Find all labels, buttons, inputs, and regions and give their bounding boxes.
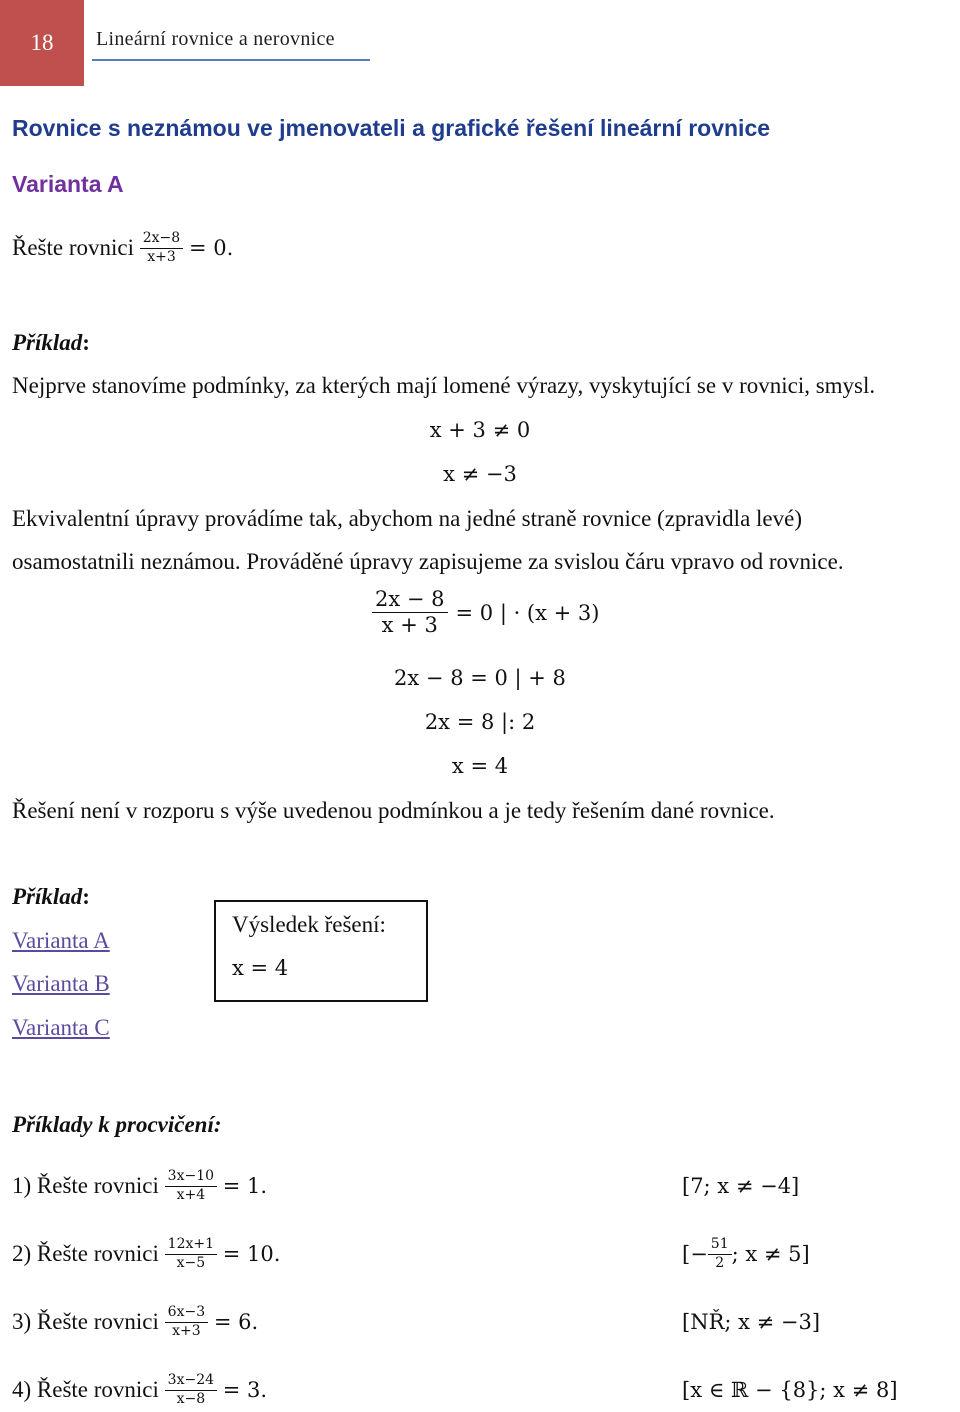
exercise-3-answer: [NŘ; x ≠ −3] <box>682 1310 821 1334</box>
step-1-denominator: x + 3 <box>381 613 438 638</box>
page-number-box <box>0 0 84 86</box>
exercise-2-answer <box>682 1232 810 1276</box>
header-title: Lineární rovnice a nerovnice <box>96 28 335 50</box>
exercise-2-denominator: x−5 <box>176 1254 206 1271</box>
exercise-1-suffix: = 1. <box>222 1174 268 1198</box>
exercise-1-denominator: x+4 <box>176 1186 206 1203</box>
exercise-2-numerator: 12x+1 <box>165 1237 217 1254</box>
exercise-3 <box>12 1300 258 1344</box>
header-underline <box>92 59 370 61</box>
exercise-4-denominator: x−8 <box>176 1390 206 1407</box>
condition-line-2: x ≠ −3 <box>443 462 517 486</box>
exercise-3-denominator: x+3 <box>172 1322 201 1339</box>
exercise-4-answer: [x ∈ ℝ − {8}; x ≠ 8] <box>682 1378 898 1402</box>
exercise-3-fraction <box>165 1305 208 1339</box>
exercise-4-numerator: 3x−24 <box>165 1373 217 1390</box>
result-value: x = 4 <box>232 956 289 980</box>
page-number: 18 <box>30 30 54 55</box>
task-suffix: = 0. <box>188 236 234 260</box>
step-1-numerator: 2x − 8 <box>372 588 448 613</box>
exercise-4 <box>12 1368 267 1412</box>
exercise-2-answer-denominator: 2 <box>715 1254 725 1271</box>
exercise-2-fraction <box>165 1237 217 1271</box>
exercise-1 <box>12 1164 267 1208</box>
exercise-3-prefix: 3) Řešte rovnici <box>12 1309 159 1334</box>
equiv-text-2: osamostatnili neznámou. Prováděné úpravy zapisujeme za svislou čáru vpravo od rovnice. <box>12 549 844 574</box>
task-fraction-numerator: 2x−8 <box>140 231 183 248</box>
result-label: Výsledek řešení: <box>232 912 386 937</box>
exercise-2-answer-post: ; x ≠ 5] <box>731 1242 810 1266</box>
exercise-3-suffix: = 6. <box>213 1310 259 1334</box>
step-1-fraction <box>372 588 448 637</box>
exercise-1-answer: [7; x ≠ −4] <box>682 1174 800 1198</box>
task-prefix: Řešte rovnici <box>12 235 134 260</box>
step-4: x = 4 <box>451 754 509 778</box>
step-1-rest: = 0 | · (x + 3) <box>455 600 600 625</box>
task-fraction <box>140 231 183 265</box>
step-2: 2x − 8 = 0 | + 8 <box>394 666 566 690</box>
step-3: 2x = 8 |: 2 <box>424 710 536 734</box>
task-line <box>12 226 233 270</box>
exercise-2-answer-pre: [− <box>682 1242 708 1266</box>
exercise-3-numerator: 6x−3 <box>165 1305 208 1322</box>
exercise-4-fraction <box>165 1373 217 1407</box>
exercise-2-answer-fraction <box>708 1237 732 1271</box>
exercise-4-prefix: 4) Řešte rovnici <box>12 1377 159 1402</box>
variant-heading: Varianta A <box>12 171 124 197</box>
example-label-1: Příklad: <box>12 330 90 355</box>
equiv-text-1: Ekvivalentní úpravy provádíme tak, abychom na jedné straně rovnice (zpravidla levé) <box>12 506 802 531</box>
practice-heading: Příklady k procvičení: <box>12 1112 222 1137</box>
task-fraction-denominator: x+3 <box>147 248 176 265</box>
exercise-1-fraction <box>165 1169 217 1203</box>
variant-a-link[interactable]: Varianta A <box>12 928 110 953</box>
exercise-2-prefix: 2) Řešte rovnici <box>12 1241 159 1266</box>
exercise-2-suffix: = 10. <box>222 1242 281 1266</box>
conclusion-text: Řešení není v rozporu s výše uvedenou podmínkou a je tedy řešením dané rovnice. <box>12 798 775 823</box>
step-1 <box>372 588 599 637</box>
exercise-1-numerator: 3x−10 <box>165 1169 217 1186</box>
exercise-1-prefix: 1) Řešte rovnici <box>12 1173 159 1198</box>
exercise-2 <box>12 1232 280 1276</box>
section-title: Rovnice s neznámou ve jmenovateli a grafické řešení lineární rovnice <box>12 115 771 141</box>
variant-b-link[interactable]: Varianta B <box>12 971 110 996</box>
exercise-4-suffix: = 3. <box>222 1378 268 1402</box>
variant-c-link[interactable]: Varianta C <box>12 1015 110 1040</box>
result-box <box>214 900 428 1002</box>
condition-line-1: x + 3 ≠ 0 <box>429 418 531 442</box>
example-label-2: Příklad: <box>12 884 90 909</box>
exercise-2-answer-numerator: 51 <box>708 1237 732 1254</box>
intro-text: Nejprve stanovíme podmínky, za kterých mají lomené výrazy, vyskytující se v rovnici, smysl. <box>12 373 876 398</box>
